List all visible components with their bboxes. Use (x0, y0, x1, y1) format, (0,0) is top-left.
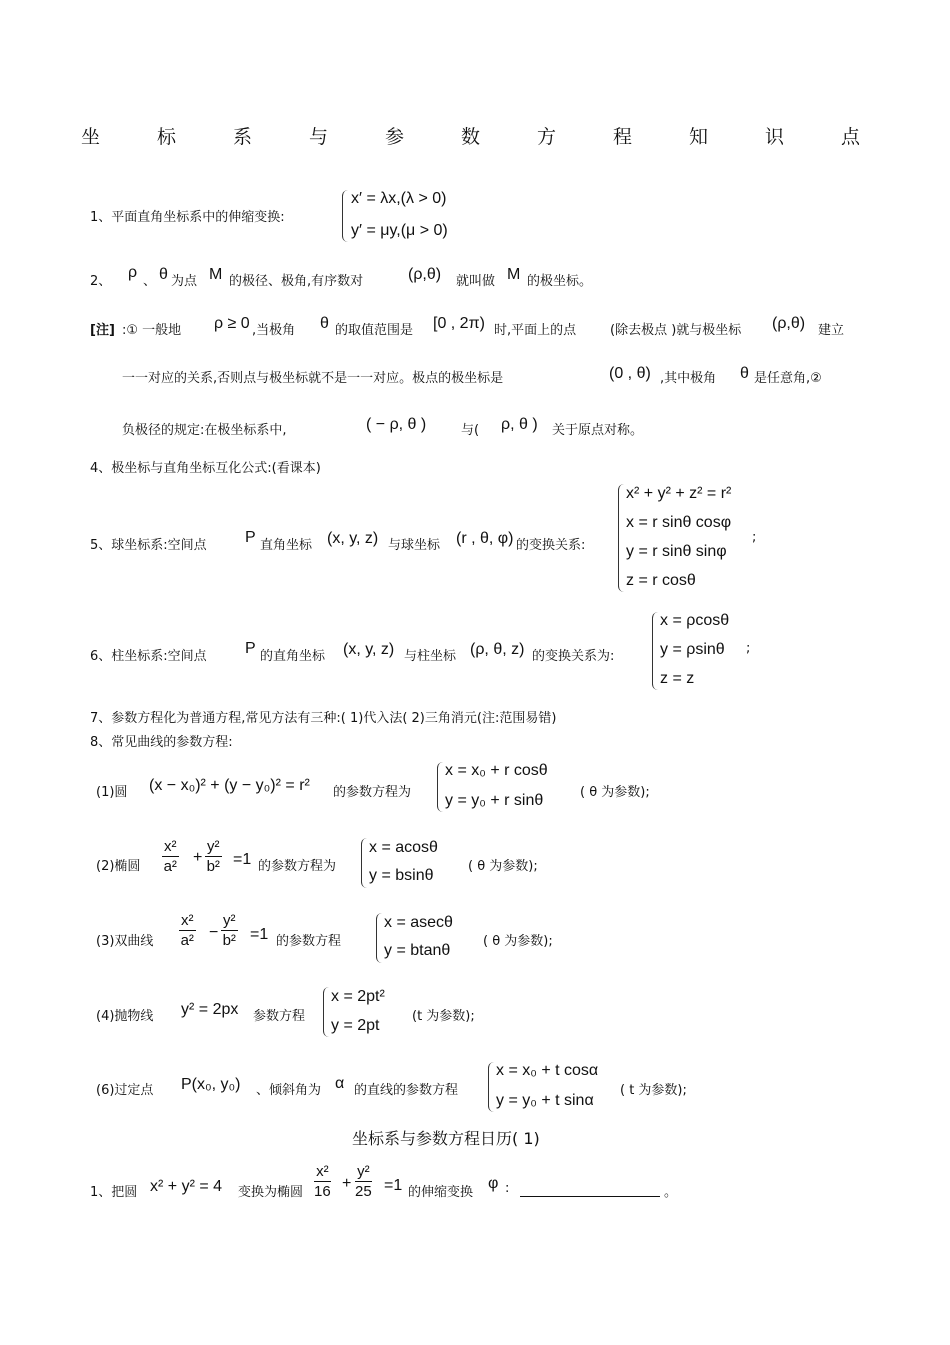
s5-d: 的变换关系: (516, 538, 586, 553)
c4-label: (4)抛物线 (96, 1009, 154, 1024)
c2-frac1: $\frac{\text{x²}}{\text{a²}}$ (163, 838, 177, 875)
note-l1b: ,当极角 (252, 323, 296, 338)
c2-param: ( θ 为参数); (468, 859, 538, 874)
note-l3b: 与( (461, 423, 480, 438)
note-l1c: 的取值范围是 (335, 323, 414, 338)
note-theta2: θ (740, 365, 749, 382)
c2-r1: x = acosθ (369, 839, 438, 856)
q1-colon: : (505, 1181, 510, 1196)
title-char: 点 (841, 126, 861, 148)
c6-pt: P(x₀, y₀) (181, 1076, 241, 1093)
s2-rho: ρ (128, 264, 138, 281)
s2-M2: M (507, 266, 521, 283)
c2-eq: =1 (233, 851, 252, 868)
s1-label: 1、平面直角坐标系中的伸缩变换: (90, 210, 285, 225)
s1-row1: x′ = λx,(λ > 0) (351, 190, 447, 207)
note-l2a: 一一对应的关系,否则点与极坐标就不是一一对应。极点的极坐标是 (122, 371, 504, 386)
s6-a: 6、柱坐标系:空间点 (90, 649, 207, 664)
c6-alpha: α (335, 1075, 345, 1092)
c1-param: ( θ 为参数); (580, 785, 650, 800)
c3-r2: y = btanθ (384, 942, 451, 959)
s5-row3: y = r sinθ sinφ (626, 543, 727, 560)
c3-t: 的参数方程 (276, 934, 342, 949)
s5-end: ; (752, 530, 757, 545)
title-char: 识 (765, 126, 785, 148)
s4: 4、极坐标与直角坐标互化公式:(看课本) (90, 461, 321, 476)
s2-pair: (ρ,θ) (408, 266, 442, 283)
c1-t: 的参数方程为 (333, 785, 412, 800)
title-char: 标 (157, 126, 177, 148)
note-pair: (ρ,θ) (772, 315, 806, 332)
s6-xyz: (x, y, z) (343, 641, 395, 658)
c6-brace (488, 1062, 495, 1112)
s2-t2: 的极径、极角,有序数对 (229, 274, 364, 289)
c4-brace (323, 987, 330, 1037)
note-range: [0 , 2π) (433, 315, 485, 332)
c2-r2: y = bsinθ (369, 867, 434, 884)
c3-label: (3)双曲线 (96, 934, 154, 949)
s8: 8、常见曲线的参数方程: (90, 735, 233, 750)
title-char: 参 (385, 126, 405, 148)
c4-param: (t 为参数); (412, 1009, 475, 1024)
c3-r1: x = asecθ (384, 914, 453, 931)
s2-theta: θ (159, 266, 168, 283)
c1-eq: (x − x₀)² + (y − y₀)² = r² (149, 777, 310, 794)
s5-b: 直角坐标 (260, 538, 313, 553)
s5-c: 与球坐标 (388, 538, 441, 553)
q1-phi: φ (488, 1175, 499, 1192)
q1-b: 变换为椭圆 (238, 1185, 304, 1200)
s6-P: P (245, 640, 256, 657)
title-char: 系 (233, 126, 253, 148)
q1-answer-blank[interactable] (520, 1180, 660, 1199)
sub-title: 坐标系与参数方程日历( 1) (352, 1129, 540, 1148)
s6-row2: y = ρsinθ (660, 641, 725, 658)
q1-end: 。 (664, 1185, 678, 1200)
c2-frac2: $\frac{\text{y²}}{\text{b²}}$ (206, 838, 220, 875)
c3-frac1: $\frac{\text{x²}}{\text{a²}}$ (180, 912, 194, 949)
s5-row2: x = r sinθ cosφ (626, 514, 732, 531)
s5-row4: z = r cosθ (626, 572, 696, 589)
s5-P: P (245, 529, 256, 546)
c4-t: 参数方程 (253, 1009, 306, 1024)
title-char: 与 (309, 126, 329, 148)
s2-num: 2、 (90, 274, 112, 289)
s5-xyz: (x, y, z) (327, 530, 379, 547)
c6-param: ( t 为参数); (620, 1083, 687, 1098)
c1-brace (437, 762, 444, 812)
note-pole: (0 , θ) (609, 365, 651, 382)
s6-c: 与柱坐标 (404, 649, 457, 664)
q1-eq: x² + y² = 4 (150, 1178, 223, 1195)
note-l3a: 负极径的规定:在极坐标系中, (122, 423, 287, 438)
note-l1a: :① 一般地 (122, 323, 182, 338)
title-char: 知 (689, 126, 709, 148)
note-theta: θ (320, 315, 329, 332)
title-char: 坐 (81, 126, 101, 148)
s6-row1: x = ρcosθ (660, 612, 730, 629)
q1-c: 的伸缩变换 (408, 1185, 474, 1200)
s2-t1: 为点 (171, 274, 198, 289)
s2-M: M (209, 266, 223, 283)
note-l2c: 是任意角,② (754, 371, 822, 386)
c4-r2: y = 2pt (331, 1017, 380, 1034)
s5-sph: (r , θ, φ) (456, 530, 514, 547)
note-l2b: ,其中极角 (660, 371, 717, 386)
note-l3c: 关于原点对称。 (552, 423, 644, 438)
s2-t3: 就叫做 (456, 274, 496, 289)
c6-b: 的直线的参数方程 (354, 1083, 459, 1098)
s6-row3: z = z (660, 670, 695, 687)
c4-eq: y² = 2px (181, 1001, 239, 1018)
s2-sep: 、 (143, 274, 157, 289)
c3-brace (376, 913, 383, 963)
title-char: 数 (461, 126, 481, 148)
s5-a: 5、球坐标系:空间点 (90, 538, 207, 553)
note-l1d: 时,平面上的点 (494, 323, 577, 338)
note-l1f: 建立 (818, 323, 845, 338)
q1-eq2: =1 (384, 1177, 403, 1194)
q1-frac1: $\frac{\text{x²}}{16}$ (314, 1163, 331, 1200)
s5-row1: x² + y² + z² = r² (626, 485, 732, 502)
c3-param: ( θ 为参数); (483, 934, 553, 949)
q1-frac2: $\frac{\text{y²}}{25}$ (355, 1163, 372, 1200)
note-pos: ρ, θ ) (501, 416, 538, 433)
c2-brace (361, 838, 368, 888)
s2-t4: 的极坐标。 (527, 274, 593, 289)
c1-r2: y = y₀ + r sinθ (445, 792, 544, 809)
s6-b: 的直角坐标 (260, 649, 326, 664)
c3-op: − (209, 924, 219, 941)
s6-cyl: (ρ, θ, z) (470, 641, 525, 658)
q1-a: 1、把圆 (90, 1185, 138, 1200)
q1-op: + (342, 1175, 352, 1192)
c3-frac2: $\frac{\text{y²}}{\text{b²}}$ (222, 912, 236, 949)
note-neg: ( − ρ, θ ) (366, 416, 427, 433)
s6-end: ; (746, 641, 751, 656)
c2-op: + (193, 849, 203, 866)
s5-brace (618, 484, 625, 592)
c1-label: (1)圆 (96, 785, 128, 800)
s7: 7、参数方程化为普通方程,常见方法有三种:( 1)代入法( 2)三角消元(注:范围易错) (90, 711, 557, 726)
c6-r1: x = x₀ + t cosα (496, 1062, 599, 1079)
note-l1e: (除去极点 )就与极坐标 (610, 323, 742, 338)
c6-a: 、倾斜角为 (256, 1083, 322, 1098)
s6-brace (652, 612, 659, 690)
note-cond: ρ ≥ 0 (214, 315, 250, 332)
c4-r1: x = 2pt² (331, 988, 385, 1005)
s6-d: 的变换关系为: (532, 649, 615, 664)
c2-t: 的参数方程为 (258, 859, 337, 874)
title-char: 方 (537, 126, 557, 148)
s1-brace (342, 190, 349, 242)
title-char: 程 (613, 126, 633, 148)
c6-r2: y = y₀ + t sinα (496, 1092, 594, 1109)
s1-row2: y′ = μy,(μ > 0) (351, 222, 448, 239)
c1-r1: x = x₀ + r cosθ (445, 762, 548, 779)
c2-label: (2)椭圆 (96, 859, 141, 874)
c6-label: (6)过定点 (96, 1083, 154, 1098)
note-tag: [注] (90, 323, 115, 338)
c3-eq: =1 (250, 926, 269, 943)
